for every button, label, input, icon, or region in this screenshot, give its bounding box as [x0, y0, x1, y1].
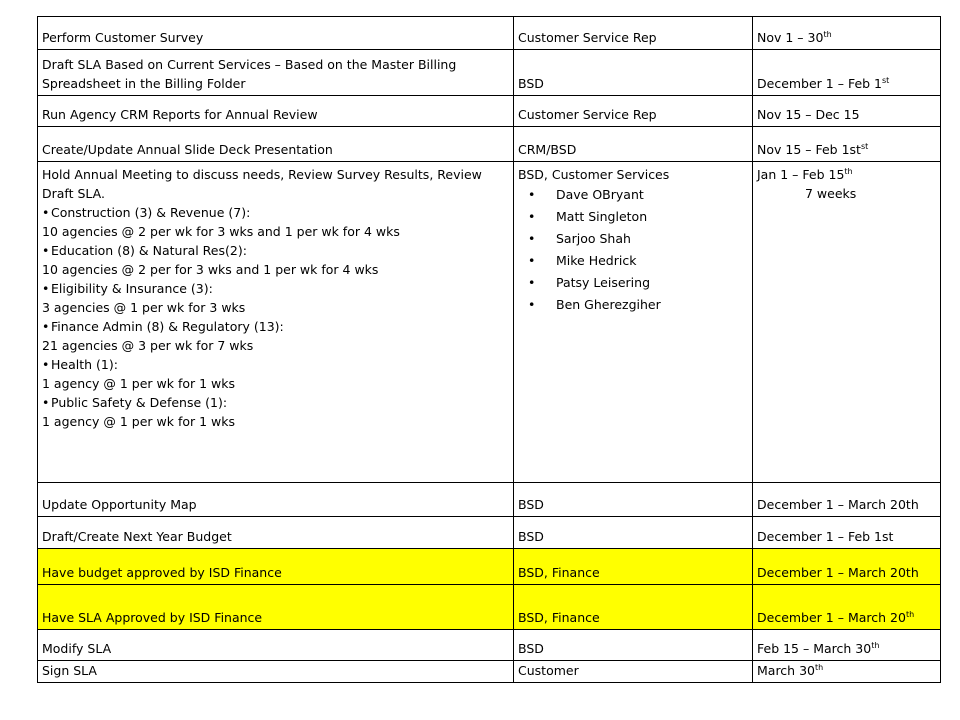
date-cell [753, 661, 941, 683]
owner-cell [514, 549, 753, 585]
date-cell [753, 585, 941, 630]
date-cell [753, 50, 941, 96]
bullet-dot-icon: • [528, 231, 536, 246]
table-row [38, 96, 941, 127]
owner-text: BSD, Customer Services [518, 167, 670, 182]
bullet-dot-icon: • [528, 253, 536, 268]
table-row [38, 661, 941, 683]
owner-cell [514, 96, 753, 127]
owner-text: Customer Service Rep [518, 30, 657, 45]
date-cell [753, 630, 941, 661]
date-suffix: th [814, 662, 824, 672]
owner-text: BSD [518, 76, 544, 91]
task-text: Perform Customer Survey [42, 30, 204, 45]
list-item [518, 294, 748, 316]
group-heading-text: Eligibility & Insurance (3): [51, 281, 213, 296]
bullet-dot-icon: • [528, 187, 536, 202]
group-heading-text: Construction (3) & Revenue (7): [51, 205, 251, 220]
group-heading [42, 317, 509, 336]
date-suffix: th [844, 166, 853, 176]
owner-text: Customer [518, 663, 579, 678]
owner-text: Customer Service Rep [518, 107, 657, 122]
table-row [38, 483, 941, 517]
owner-cell [514, 585, 753, 630]
person-name: Ben Gherezgiher [556, 297, 661, 312]
task-cell [38, 549, 514, 585]
owner-cell [514, 17, 753, 50]
date-suffix: st [882, 75, 890, 85]
group-detail-text: 3 agencies @ 1 per wk for 3 wks [42, 300, 246, 315]
task-text-line2: Spreadsheet in the Billing Folder [42, 76, 246, 91]
task-cell [38, 585, 514, 630]
group-heading [42, 279, 509, 298]
date-text: March 30 [757, 663, 815, 678]
person-name: Dave OBryant [556, 187, 644, 202]
person-name: Patsy Leisering [556, 275, 651, 290]
table-row [38, 162, 941, 483]
task-text: Modify SLA [42, 641, 112, 656]
table-row [38, 17, 941, 50]
date-text: December 1 – March 20 [757, 610, 906, 625]
bullet-dot-icon: • [42, 319, 50, 334]
date-text: December 1 – Feb 1 [757, 76, 882, 91]
owner-cell [514, 517, 753, 549]
group-detail-text: 1 agency @ 1 per wk for 1 wks [42, 376, 236, 391]
task-cell [38, 630, 514, 661]
bullet-dot-icon: • [42, 395, 50, 410]
person-name: Sarjoo Shah [556, 231, 631, 246]
owner-text: BSD, Finance [518, 565, 600, 580]
person-name: Mike Hedrick [556, 253, 637, 268]
date-text: Nov 1 – 30 [757, 30, 824, 45]
date-text: Feb 15 – March 30 [757, 641, 872, 656]
bullet-dot-icon: • [42, 357, 50, 372]
bullet-dot-icon: • [528, 297, 536, 312]
bullet-dot-icon: • [528, 209, 536, 224]
date-text: Jan 1 – Feb 15 [757, 167, 845, 182]
date-cell [753, 549, 941, 585]
list-item [518, 184, 748, 206]
bullet-dot-icon: • [528, 275, 536, 290]
owner-cell [514, 162, 753, 483]
duration-text: 7 weeks [805, 186, 857, 201]
table-row-highlighted [38, 585, 941, 630]
person-name: Matt Singleton [556, 209, 648, 224]
owner-cell [514, 127, 753, 162]
table-row [38, 630, 941, 661]
date-suffix: th [823, 29, 832, 39]
task-text-line2: Draft SLA. [42, 186, 105, 201]
owner-cell [514, 483, 753, 517]
task-cell [38, 661, 514, 683]
owner-text: BSD [518, 529, 544, 544]
owner-cell [514, 630, 753, 661]
date-suffix: st [860, 141, 869, 151]
owner-cell [514, 661, 753, 683]
group-detail-text: 21 agencies @ 3 per wk for 7 wks [42, 338, 254, 353]
task-cell [38, 17, 514, 50]
task-cell [38, 50, 514, 96]
date-cell [753, 483, 941, 517]
date-cell [753, 162, 941, 483]
task-text-line1: Draft SLA Based on Current Services – Based on the Master Billing [42, 57, 457, 72]
owner-text: BSD, Finance [518, 610, 600, 625]
list-item [518, 206, 748, 228]
task-text: Draft/Create Next Year Budget [42, 529, 232, 544]
task-cell [38, 483, 514, 517]
table-row [38, 517, 941, 549]
list-item [518, 228, 748, 250]
owner-text: BSD [518, 641, 544, 656]
list-item [518, 250, 748, 272]
group-heading-text: Finance Admin (8) & Regulatory (13): [51, 319, 284, 334]
task-cell [38, 162, 514, 483]
group-detail-text: 10 agencies @ 2 per for 3 wks and 1 per wk for 4 wks [42, 262, 379, 277]
task-text: Have SLA Approved by ISD Finance [42, 610, 263, 625]
bullet-dot-icon: • [42, 243, 50, 258]
group-heading [42, 355, 509, 374]
date-text: December 1 – March 20th [757, 497, 919, 512]
group-heading-text: Education (8) & Natural Res(2): [51, 243, 247, 258]
owner-text: BSD [518, 497, 544, 512]
group-detail-text: 10 agencies @ 2 per wk for 3 wks and 1 per wk for 4 wks [42, 224, 400, 239]
task-cell [38, 517, 514, 549]
task-cell [38, 96, 514, 127]
table-row [38, 50, 941, 96]
date-suffix: th [871, 640, 880, 650]
task-text: Create/Update Annual Slide Deck Presentation [42, 142, 333, 157]
group-detail-text: 1 agency @ 1 per wk for 1 wks [42, 414, 236, 429]
date-text: Nov 15 – Dec 15 [757, 107, 860, 122]
date-suffix: th [905, 609, 915, 619]
date-text: December 1 – Feb 1st [757, 529, 894, 544]
task-cell [38, 127, 514, 162]
people-list [518, 184, 748, 316]
date-text: Nov 15 – Feb 1st [757, 142, 861, 157]
task-text: Update Opportunity Map [42, 497, 197, 512]
group-heading-text: Public Safety & Defense (1): [51, 395, 228, 410]
bullet-dot-icon: • [42, 281, 50, 296]
group-heading [42, 393, 509, 412]
meeting-groups-list [42, 203, 509, 431]
task-text: Sign SLA [42, 663, 97, 678]
schedule-table [37, 16, 941, 683]
date-cell [753, 517, 941, 549]
task-text: Run Agency CRM Reports for Annual Review [42, 107, 318, 122]
bullet-dot-icon: • [42, 205, 50, 220]
owner-cell [514, 50, 753, 96]
group-heading-text: Health (1): [51, 357, 118, 372]
group-heading [42, 203, 509, 222]
list-item [518, 272, 748, 294]
group-heading [42, 241, 509, 260]
date-cell [753, 127, 941, 162]
date-cell [753, 96, 941, 127]
table-row-highlighted [38, 549, 941, 585]
date-cell [753, 17, 941, 50]
date-text: December 1 – March 20th [757, 565, 919, 580]
task-text-line1: Hold Annual Meeting to discuss needs, Review Survey Results, Review [42, 167, 482, 182]
task-text: Have budget approved by ISD Finance [42, 565, 282, 580]
table-row [38, 127, 941, 162]
owner-text: CRM/BSD [518, 142, 577, 157]
